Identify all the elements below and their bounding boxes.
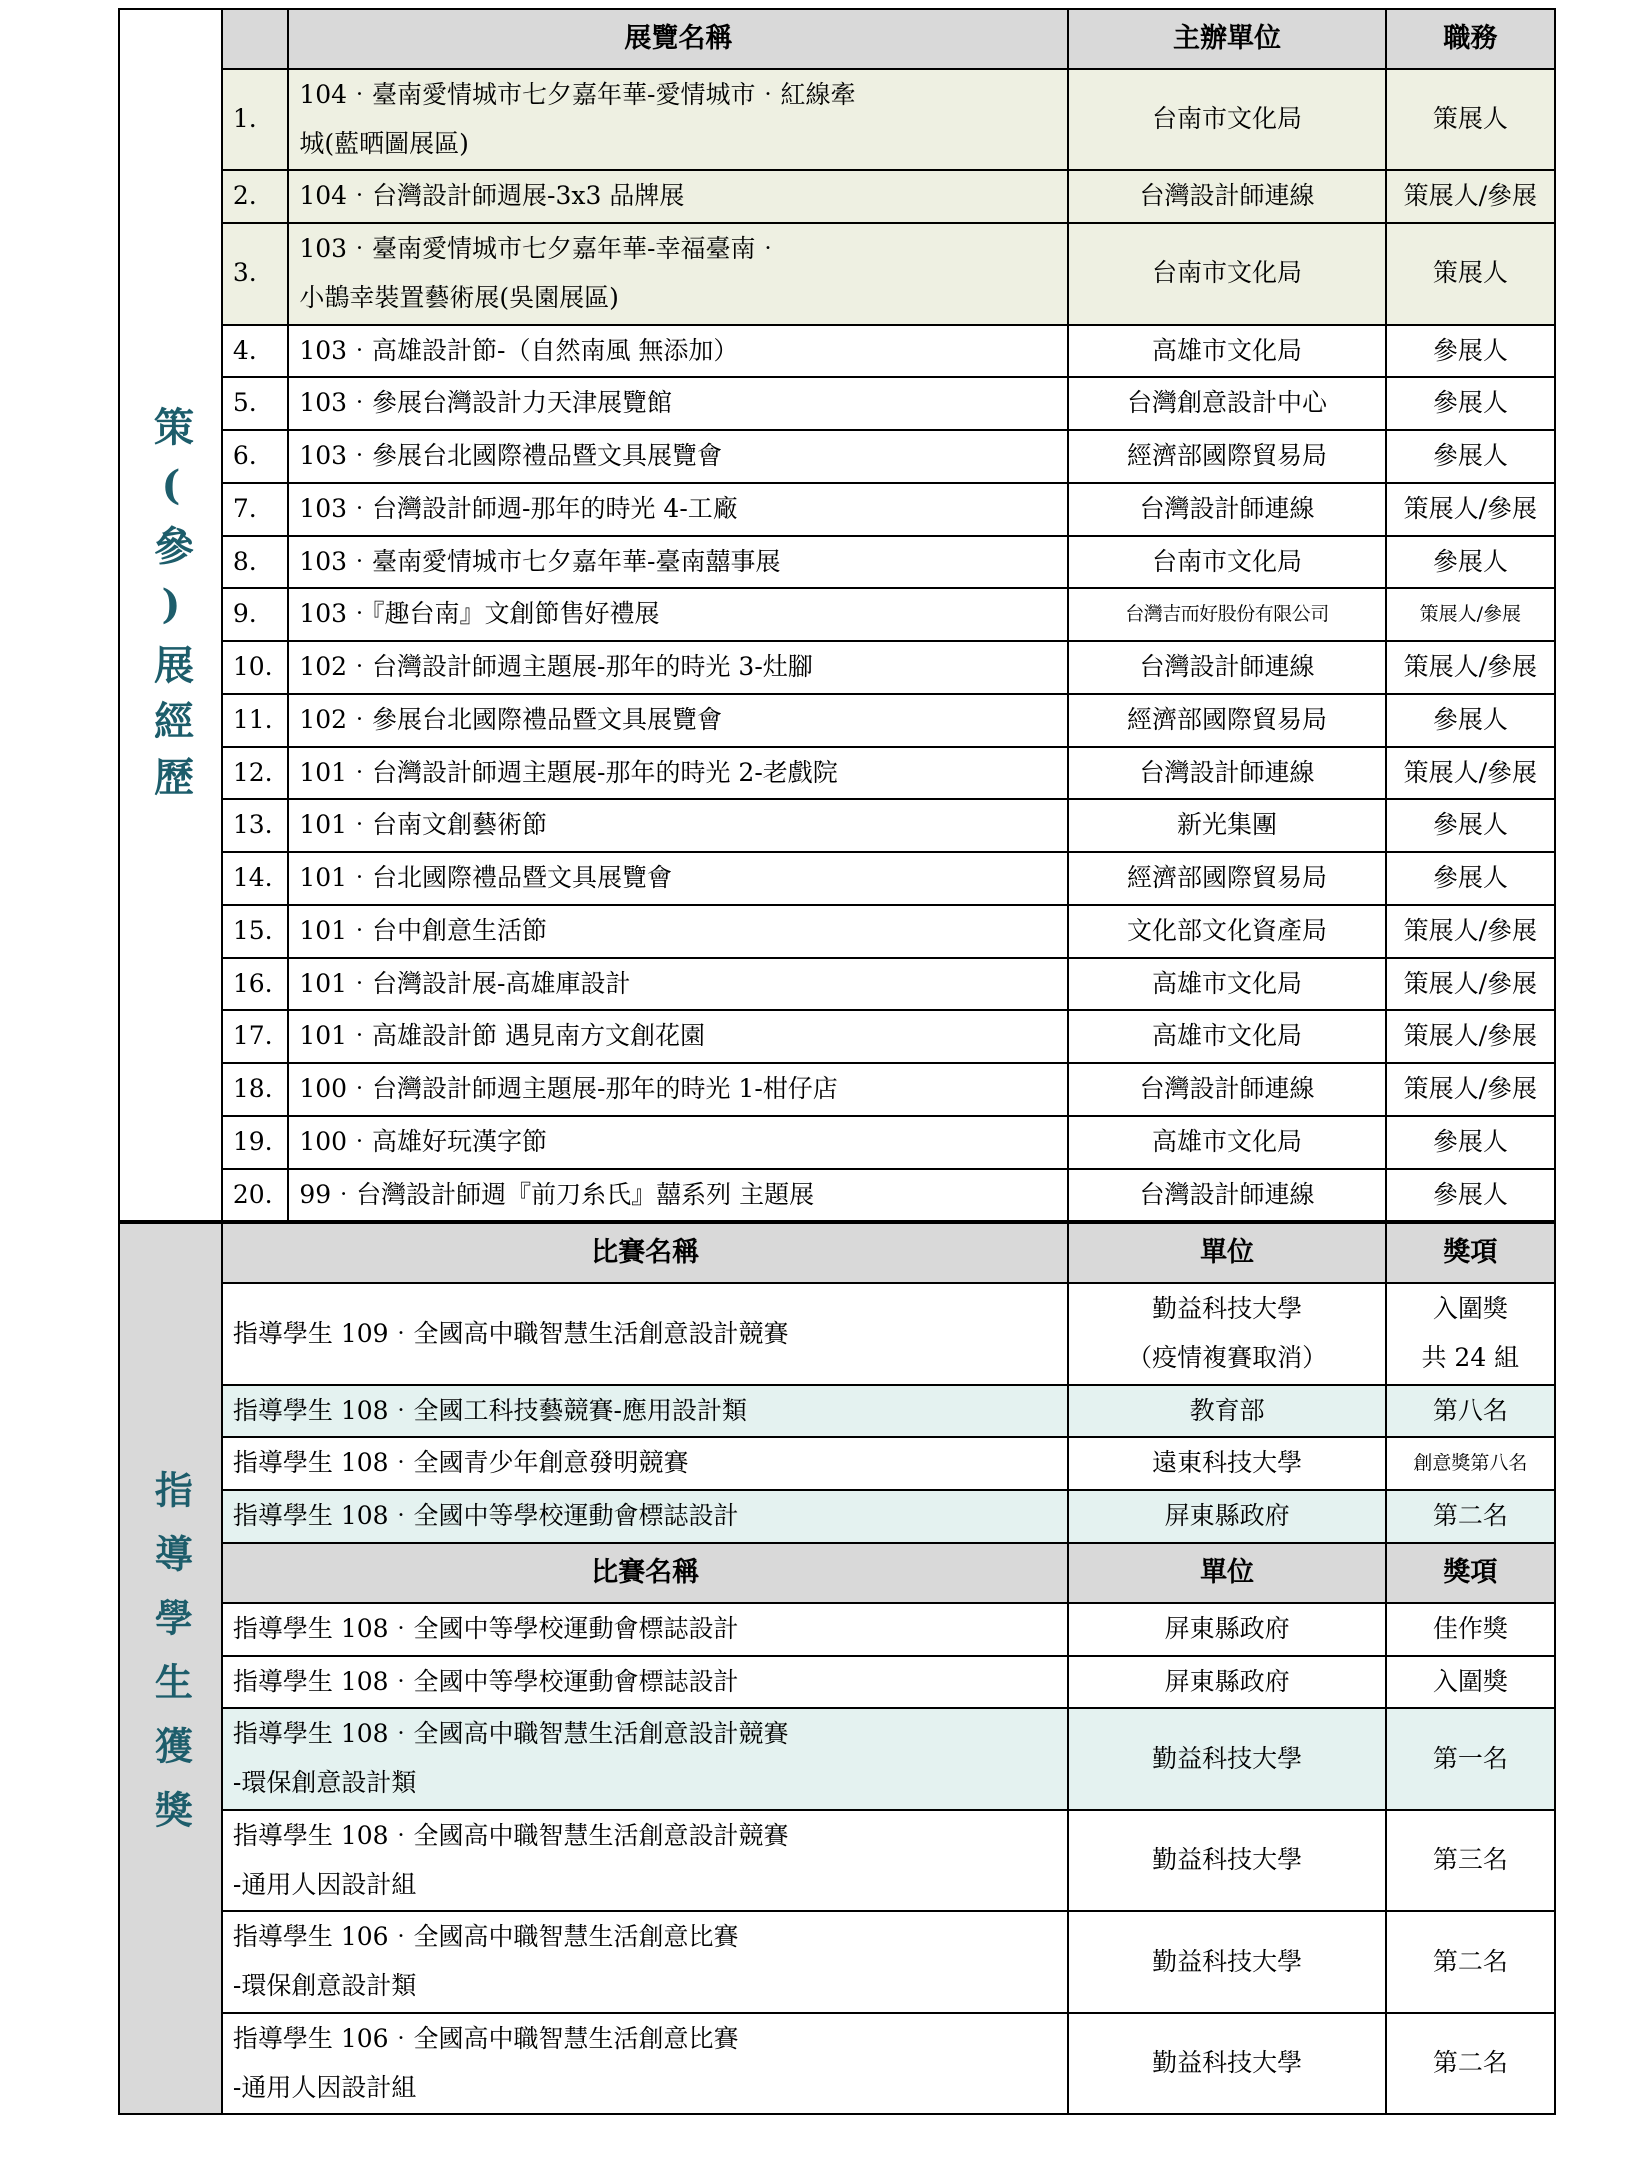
exhibition-organizer-cell: 台南市文化局	[1068, 536, 1385, 589]
award-organizer-cell	[1068, 1810, 1385, 1912]
award-organizer-line: 屏東縣政府	[1164, 1613, 1290, 1643]
award-prize-cell	[1386, 1603, 1555, 1656]
award-organizer-line: 勤益科技大學	[1152, 1946, 1303, 1976]
section-label-awards-text: 指導學生獲獎	[148, 1470, 194, 1855]
section-label-exhibition-text: 策(參)展經歷	[147, 405, 195, 812]
award-organizer-line: 遠東科技大學	[1152, 1448, 1303, 1478]
exhibition-row-number: 19.	[222, 1116, 288, 1169]
table-row	[119, 1063, 1555, 1116]
table-row	[119, 170, 1555, 223]
table-row	[119, 1810, 1555, 1912]
exhibition-name-line: 103‧參展台北國際禮品暨文具展覽會	[299, 441, 723, 471]
award-competition-line: -通用人因設計組	[232, 1869, 417, 1899]
exhibition-row-number: 3.	[222, 223, 288, 325]
table-row	[119, 1385, 1555, 1438]
table-row	[119, 377, 1555, 430]
exhibition-name-line: 101‧台南文創藝術節	[299, 810, 548, 840]
section-label-exhibition	[119, 9, 222, 1221]
exhibition-name-line: 104‧臺南愛情城市七夕嘉年華-愛情城市‧紅線牽	[299, 79, 856, 109]
exhibition-organizer-cell: 台灣吉而好股份有限公司	[1068, 588, 1385, 641]
exhibition-role-cell: 策展人/參展	[1386, 747, 1555, 800]
exhibition-organizer-cell: 台灣設計師連線	[1068, 1063, 1385, 1116]
table-row	[119, 223, 1555, 325]
awards-col-name-header: 比賽名稱	[222, 1543, 1069, 1603]
exhibition-organizer-cell: 台灣設計師連線	[1068, 483, 1385, 536]
exhibition-role-cell: 策展人/參展	[1386, 1063, 1555, 1116]
award-organizer-line: 屏東縣政府	[1164, 1501, 1290, 1531]
exhibition-name-line: 103‧臺南愛情城市七夕嘉年華-幸福臺南‧	[299, 234, 781, 264]
award-competition-line: 指導學生 108‧全國中等學校運動會標誌設計	[232, 1613, 739, 1643]
exhibition-organizer-cell: 經濟部國際貿易局	[1068, 852, 1385, 905]
exhibition-role-cell: 策展人/參展	[1386, 170, 1555, 223]
award-competition-line: 指導學生 108‧全國中等學校運動會標誌設計	[232, 1666, 739, 1696]
award-competition-line: 指導學生 109‧全國高中職智慧生活創意設計競賽	[232, 1318, 789, 1348]
exhibition-role-cell: 策展人/參展	[1386, 588, 1555, 641]
exhibition-role-cell: 策展人/參展	[1386, 905, 1555, 958]
award-prize-line: 第三名	[1432, 1845, 1508, 1875]
exhibition-role-cell: 參展人	[1386, 536, 1555, 589]
exhibition-organizer-cell: 新光集團	[1068, 799, 1385, 852]
table-row	[119, 588, 1555, 641]
award-competition-cell	[222, 1490, 1069, 1543]
award-prize-line: 入圍獎	[1432, 1666, 1508, 1696]
exhibition-name-cell	[288, 377, 1068, 430]
exhibition-col-org-header: 主辦單位	[1068, 9, 1385, 69]
award-competition-line: 指導學生 108‧全國高中職智慧生活創意設計競賽	[232, 1820, 789, 1850]
exhibition-organizer-cell: 台灣設計師連線	[1068, 1169, 1385, 1222]
award-competition-cell	[222, 1437, 1069, 1490]
exhibition-header-row	[119, 9, 1555, 69]
exhibition-table-body	[119, 9, 1555, 1221]
exhibition-organizer-cell: 文化部文化資產局	[1068, 905, 1385, 958]
award-organizer-line: 勤益科技大學	[1152, 1743, 1303, 1773]
exhibition-name-line: 101‧高雄設計節 遇見南方文創花園	[299, 1021, 705, 1051]
exhibition-role-cell: 參展人	[1386, 1169, 1555, 1222]
exhibition-name-cell	[288, 588, 1068, 641]
exhibition-row-number: 4.	[222, 325, 288, 378]
table-row	[119, 430, 1555, 483]
exhibition-name-line: 99‧台灣設計師週『前刀糸氏』囍系列 主題展	[299, 1179, 815, 1209]
exhibition-role-cell: 參展人	[1386, 430, 1555, 483]
award-organizer-cell	[1068, 1283, 1385, 1385]
table-row	[119, 1656, 1555, 1709]
exhibition-role-cell: 參展人	[1386, 694, 1555, 747]
table-row	[119, 536, 1555, 589]
exhibition-name-cell	[288, 747, 1068, 800]
awards-table-body	[119, 1223, 1555, 2114]
exhibition-experience-table	[118, 8, 1556, 1222]
award-competition-line: 指導學生 106‧全國高中職智慧生活創意比賽	[232, 2023, 739, 2053]
awards-header-row	[119, 1543, 1555, 1603]
award-prize-cell	[1386, 1283, 1555, 1385]
exhibition-name-cell	[288, 69, 1068, 171]
exhibition-organizer-cell: 高雄市文化局	[1068, 958, 1385, 1011]
award-prize-cell	[1386, 2013, 1555, 2115]
exhibition-name-line: 104‧台灣設計師週展-3x3 品牌展	[299, 181, 685, 211]
exhibition-name-line: 103‧臺南愛情城市七夕嘉年華-臺南囍事展	[299, 546, 781, 576]
exhibition-row-number: 8.	[222, 536, 288, 589]
section-label-awards	[119, 1223, 222, 2114]
exhibition-name-cell	[288, 694, 1068, 747]
award-competition-cell	[222, 1911, 1069, 2013]
table-row	[119, 1283, 1555, 1385]
award-prize-line: 第一名	[1432, 1743, 1508, 1773]
award-organizer-cell	[1068, 1656, 1385, 1709]
award-organizer-line: 教育部	[1189, 1395, 1265, 1425]
exhibition-name-cell	[288, 958, 1068, 1011]
table-row	[119, 325, 1555, 378]
exhibition-name-line: 103‧台灣設計師週-那年的時光 4-工廠	[299, 493, 738, 523]
award-organizer-cell	[1068, 1603, 1385, 1656]
exhibition-name-line: 103‧高雄設計節-（自然南風 無添加）	[299, 335, 739, 365]
award-competition-cell	[222, 1603, 1069, 1656]
exhibition-name-cell	[288, 1169, 1068, 1222]
exhibition-role-cell: 策展人/參展	[1386, 483, 1555, 536]
exhibition-name-cell	[288, 1063, 1068, 1116]
exhibition-name-line: 100‧高雄好玩漢字節	[299, 1126, 548, 1156]
award-competition-line: 指導學生 106‧全國高中職智慧生活創意比賽	[232, 1922, 739, 1952]
exhibition-organizer-cell: 經濟部國際貿易局	[1068, 694, 1385, 747]
table-row	[119, 483, 1555, 536]
exhibition-name-line: 103‧參展台灣設計力天津展覽館	[299, 388, 673, 418]
exhibition-row-number: 1.	[222, 69, 288, 171]
table-row	[119, 1010, 1555, 1063]
exhibition-row-number: 15.	[222, 905, 288, 958]
exhibition-name-cell	[288, 536, 1068, 589]
award-prize-line: 第二名	[1432, 1501, 1508, 1531]
table-row	[119, 694, 1555, 747]
award-prize-cell	[1386, 1911, 1555, 2013]
award-prize-line: 創意獎第八名	[1413, 1452, 1528, 1475]
award-organizer-line: 勤益科技大學	[1152, 2048, 1303, 2078]
table-row	[119, 1169, 1555, 1222]
award-prize-line: 共 24 組	[1421, 1342, 1520, 1372]
awards-header-row	[119, 1223, 1555, 1283]
table-row	[119, 747, 1555, 800]
table-row	[119, 2013, 1555, 2115]
awards-col-award-header: 獎項	[1386, 1543, 1555, 1603]
exhibition-row-number: 17.	[222, 1010, 288, 1063]
exhibition-organizer-cell: 台灣設計師連線	[1068, 170, 1385, 223]
awards-col-name-header: 比賽名稱	[222, 1223, 1069, 1283]
awards-table	[118, 1222, 1556, 2115]
exhibition-name-cell	[288, 483, 1068, 536]
exhibition-row-number: 20.	[222, 1169, 288, 1222]
table-row	[119, 905, 1555, 958]
table-row	[119, 1708, 1555, 1810]
table-row	[119, 1603, 1555, 1656]
award-competition-line: -通用人因設計組	[232, 2072, 417, 2102]
award-competition-cell	[222, 1656, 1069, 1709]
exhibition-name-line: 102‧參展台北國際禮品暨文具展覽會	[299, 704, 723, 734]
award-competition-line: 指導學生 108‧全國高中職智慧生活創意設計競賽	[232, 1719, 789, 1749]
exhibition-name-cell	[288, 905, 1068, 958]
exhibition-row-number: 2.	[222, 170, 288, 223]
table-row	[119, 799, 1555, 852]
exhibition-row-number: 11.	[222, 694, 288, 747]
table-row	[119, 1437, 1555, 1490]
exhibition-organizer-cell: 高雄市文化局	[1068, 325, 1385, 378]
exhibition-name-cell	[288, 852, 1068, 905]
exhibition-role-cell: 策展人/參展	[1386, 1010, 1555, 1063]
exhibition-row-number: 16.	[222, 958, 288, 1011]
exhibition-row-number: 5.	[222, 377, 288, 430]
exhibition-name-line: 小鵲幸裝置藝術展(吳園展區)	[299, 282, 619, 312]
exhibition-row-number: 9.	[222, 588, 288, 641]
awards-col-org-header: 單位	[1068, 1543, 1385, 1603]
award-prize-line: 第八名	[1432, 1395, 1508, 1425]
exhibition-name-line: 100‧台灣設計師週主題展-那年的時光 1-柑仔店	[299, 1074, 838, 1104]
award-organizer-line: （疫情複賽取消）	[1127, 1342, 1328, 1372]
exhibition-name-cell	[288, 325, 1068, 378]
award-competition-cell	[222, 1283, 1069, 1385]
exhibition-name-line: 101‧台北國際禮品暨文具展覽會	[299, 863, 673, 893]
exhibition-organizer-cell: 台南市文化局	[1068, 69, 1385, 171]
award-organizer-cell	[1068, 1385, 1385, 1438]
awards-col-award-header: 獎項	[1386, 1223, 1555, 1283]
award-competition-line: 指導學生 108‧全國工科技藝競賽-應用設計類	[232, 1395, 747, 1425]
exhibition-organizer-cell: 高雄市文化局	[1068, 1116, 1385, 1169]
award-prize-line: 佳作獎	[1432, 1613, 1508, 1643]
award-organizer-cell	[1068, 1911, 1385, 2013]
exhibition-row-number: 12.	[222, 747, 288, 800]
table-row	[119, 958, 1555, 1011]
award-organizer-line: 屏東縣政府	[1164, 1666, 1290, 1696]
table-row	[119, 852, 1555, 905]
award-prize-cell	[1386, 1437, 1555, 1490]
exhibition-name-line: 城(藍晒圖展區)	[299, 128, 469, 158]
exhibition-role-cell: 策展人	[1386, 223, 1555, 325]
award-competition-line: -環保創意設計類	[232, 1768, 417, 1798]
award-organizer-line: 勤益科技大學	[1152, 1294, 1303, 1324]
exhibition-col-name-header: 展覽名稱	[288, 9, 1068, 69]
exhibition-role-cell: 參展人	[1386, 1116, 1555, 1169]
exhibition-role-cell: 參展人	[1386, 325, 1555, 378]
exhibition-organizer-cell: 台灣創意設計中心	[1068, 377, 1385, 430]
award-prize-cell	[1386, 1490, 1555, 1543]
exhibition-organizer-cell: 經濟部國際貿易局	[1068, 430, 1385, 483]
award-competition-cell	[222, 1708, 1069, 1810]
award-competition-cell	[222, 1810, 1069, 1912]
award-organizer-line: 勤益科技大學	[1152, 1845, 1303, 1875]
award-prize-line: 第二名	[1432, 2048, 1508, 2078]
award-competition-line: 指導學生 108‧全國青少年創意發明競賽	[232, 1448, 689, 1478]
award-prize-line: 入圍獎	[1432, 1294, 1508, 1324]
award-organizer-cell	[1068, 1437, 1385, 1490]
award-competition-line: -環保創意設計類	[232, 1971, 417, 2001]
exhibition-role-cell: 策展人	[1386, 69, 1555, 171]
exhibition-row-number: 14.	[222, 852, 288, 905]
exhibition-row-number: 13.	[222, 799, 288, 852]
award-prize-cell	[1386, 1385, 1555, 1438]
award-organizer-cell	[1068, 2013, 1385, 2115]
exhibition-name-cell	[288, 1010, 1068, 1063]
award-organizer-cell	[1068, 1708, 1385, 1810]
table-row	[119, 641, 1555, 694]
table-row	[119, 1490, 1555, 1543]
award-competition-cell	[222, 2013, 1069, 2115]
award-prize-cell	[1386, 1656, 1555, 1709]
award-organizer-cell	[1068, 1490, 1385, 1543]
award-prize-cell	[1386, 1708, 1555, 1810]
exhibition-name-line: 102‧台灣設計師週主題展-那年的時光 3-灶腳	[299, 652, 813, 682]
exhibition-name-line: 103‧『趣台南』文創節售好禮展	[299, 599, 660, 629]
exhibition-name-cell	[288, 799, 1068, 852]
exhibition-name-cell	[288, 430, 1068, 483]
exhibition-name-line: 101‧台灣設計展-高雄庫設計	[299, 968, 631, 998]
table-row	[119, 1116, 1555, 1169]
exhibition-organizer-cell: 台灣設計師連線	[1068, 641, 1385, 694]
award-prize-cell	[1386, 1810, 1555, 1912]
exhibition-row-number: 18.	[222, 1063, 288, 1116]
exhibition-col-number-header	[222, 9, 288, 69]
awards-col-org-header: 單位	[1068, 1223, 1385, 1283]
exhibition-row-number: 7.	[222, 483, 288, 536]
exhibition-name-cell	[288, 1116, 1068, 1169]
exhibition-role-cell: 參展人	[1386, 377, 1555, 430]
exhibition-role-cell: 策展人/參展	[1386, 958, 1555, 1011]
exhibition-name-cell	[288, 223, 1068, 325]
exhibition-row-number: 6.	[222, 430, 288, 483]
exhibition-col-role-header: 職務	[1386, 9, 1555, 69]
award-prize-line: 第二名	[1432, 1946, 1508, 1976]
exhibition-role-cell: 參展人	[1386, 799, 1555, 852]
exhibition-name-cell	[288, 170, 1068, 223]
exhibition-role-cell: 策展人/參展	[1386, 641, 1555, 694]
exhibition-name-line: 101‧台中創意生活節	[299, 915, 548, 945]
award-competition-line: 指導學生 108‧全國中等學校運動會標誌設計	[232, 1501, 739, 1531]
table-row	[119, 1911, 1555, 2013]
exhibition-organizer-cell: 高雄市文化局	[1068, 1010, 1385, 1063]
exhibition-name-cell	[288, 641, 1068, 694]
exhibition-row-number: 10.	[222, 641, 288, 694]
exhibition-organizer-cell: 台灣設計師連線	[1068, 747, 1385, 800]
table-row	[119, 69, 1555, 171]
exhibition-role-cell: 參展人	[1386, 852, 1555, 905]
award-competition-cell	[222, 1385, 1069, 1438]
exhibition-organizer-cell: 台南市文化局	[1068, 223, 1385, 325]
exhibition-name-line: 101‧台灣設計師週主題展-那年的時光 2-老戲院	[299, 757, 838, 787]
